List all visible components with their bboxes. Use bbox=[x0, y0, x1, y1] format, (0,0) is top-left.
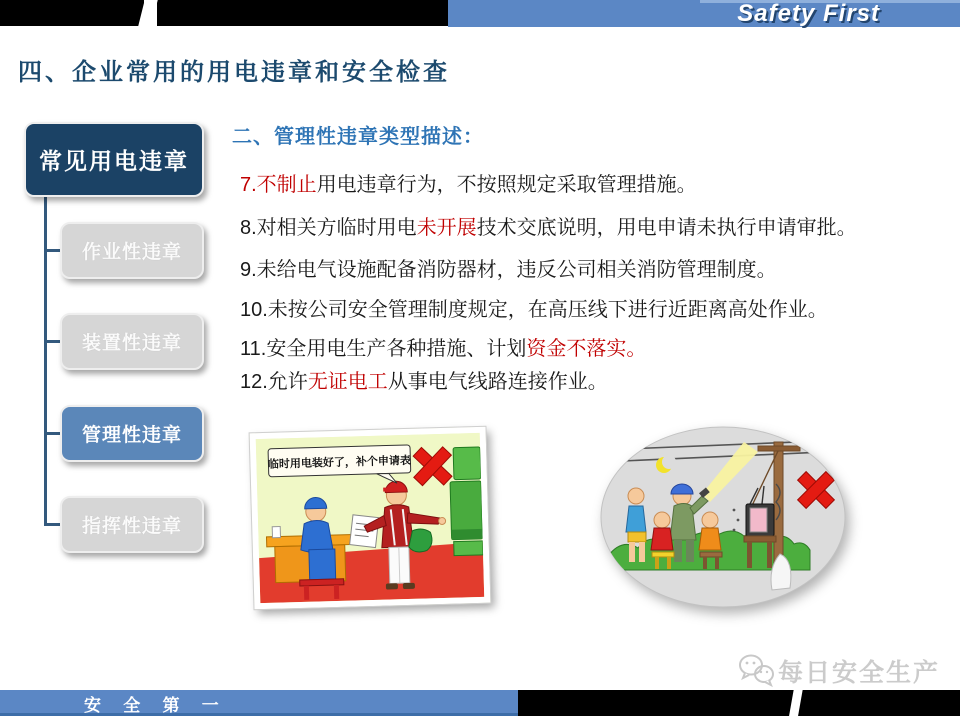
list-item-segment: 资金不落实。 bbox=[526, 338, 647, 360]
list-item-segment: 从事电气线路连接作业。 bbox=[387, 371, 608, 393]
sidebar-item-device-violation bbox=[60, 313, 204, 370]
sidebar-item-work-violation bbox=[60, 222, 204, 279]
list-item-segment: 8.对相关方临时用电 bbox=[240, 217, 417, 239]
connector-stub-1 bbox=[44, 249, 60, 252]
footer-slogan: 安 全 第 一 bbox=[84, 696, 228, 715]
connector-vertical-line bbox=[44, 197, 47, 525]
connector-stub-4 bbox=[44, 523, 60, 526]
watermark-text: 每日安全生产 bbox=[778, 659, 941, 687]
footer-black-bar bbox=[518, 690, 960, 716]
list-item-12 bbox=[240, 365, 950, 394]
cartoon-left-svg bbox=[256, 433, 484, 603]
list-item-segment: 用电违章行为，不按照规定采取管理措施。 bbox=[316, 174, 697, 196]
sidebar-item-label: 作业性违章 bbox=[81, 242, 182, 263]
list-item-segment: 7.不制止 bbox=[240, 174, 317, 196]
cartoon-right-svg bbox=[598, 424, 848, 614]
header-slogan: Safety First bbox=[737, 0, 880, 27]
list-item-8 bbox=[240, 211, 950, 240]
list-item-segment: 9.未给电气设施配备消防器材，违反公司相关消防管理制度。 bbox=[240, 259, 777, 281]
list-item-10 bbox=[240, 293, 950, 322]
page-title: 四、企业常用的用电违章和安全检查 bbox=[18, 60, 450, 86]
list-item-segment: 10.未按公司安全管理制度规定，在高压线下进行近距离高处作业。 bbox=[240, 299, 828, 321]
sidebar-item-management-violation bbox=[60, 405, 204, 462]
list-item-segment: 技术交底说明，用电申请未执行申请审批。 bbox=[476, 217, 857, 239]
section-heading: 二、管理性违章类型描述： bbox=[232, 126, 484, 148]
header-black-bar-left bbox=[0, 0, 144, 26]
sidebar-root-label: 常见用电违章 bbox=[39, 149, 189, 174]
list-item-11 bbox=[240, 332, 950, 361]
application-paper bbox=[350, 515, 379, 548]
sidebar-item-label: 装置性违章 bbox=[81, 333, 182, 354]
sidebar-root-box bbox=[24, 122, 204, 197]
speech-bubble-text: 临时用电装好了，补个申请表 bbox=[267, 454, 412, 471]
list-item-segment: 未开展 bbox=[416, 217, 477, 239]
footer-blue-bar bbox=[0, 690, 518, 716]
sidebar-item-label: 管理性违章 bbox=[81, 425, 182, 446]
list-item-7 bbox=[240, 168, 950, 197]
connector-stub-2 bbox=[44, 340, 60, 343]
sidebar-item-command-violation bbox=[60, 496, 204, 553]
wechat-logo-icon bbox=[737, 653, 777, 689]
list-item-9 bbox=[240, 253, 950, 282]
header-black-bar-mid bbox=[157, 0, 448, 26]
list-item-segment: 11.安全用电生产各种措施、计划 bbox=[240, 338, 527, 360]
list-item-segment: 无证电工 bbox=[307, 371, 388, 393]
list-item-segment: 12.允许 bbox=[240, 371, 308, 393]
sidebar-item-label: 指挥性违章 bbox=[81, 516, 182, 537]
cartoon-temporary-power-application bbox=[250, 427, 491, 610]
green-cabinet bbox=[449, 447, 483, 556]
connector-stub-3 bbox=[44, 432, 60, 435]
cartoon-illegal-line-hooking bbox=[598, 424, 848, 614]
